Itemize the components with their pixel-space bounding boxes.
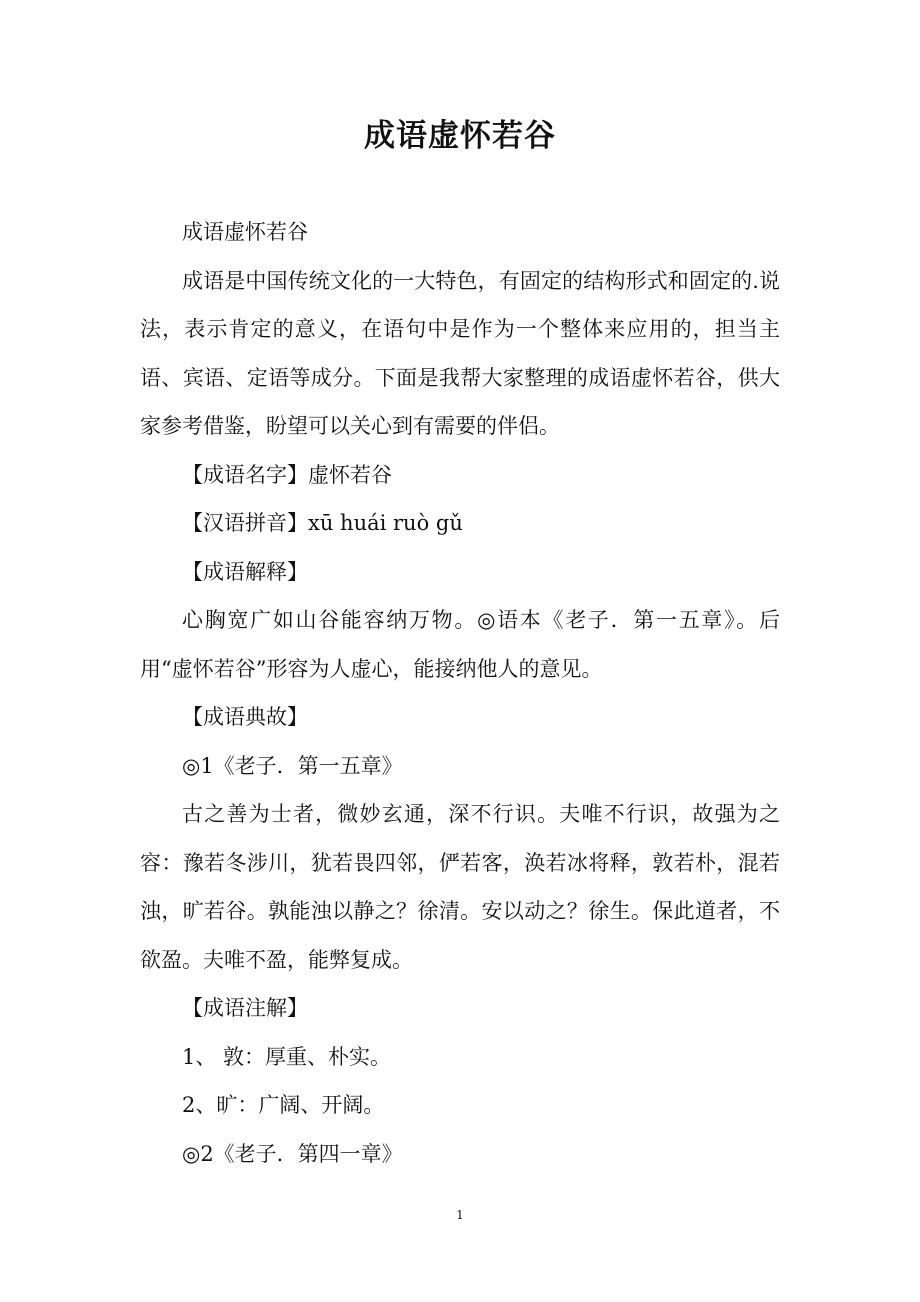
annotation-item-2: 2、旷：广阔、开阔。 bbox=[182, 1093, 385, 1117]
heading-allusion: 【成语典故】 bbox=[182, 705, 308, 729]
paragraph-explanation: 心胸宽广如山谷能容纳万物。◎语本《老子．第一五章》。后用“虚怀若谷”形容为人虚心，能接纳他人的意见。 bbox=[140, 608, 780, 681]
document-body bbox=[140, 208, 780, 1178]
document-title: 成语虚怀若谷 bbox=[364, 118, 556, 154]
paragraph-idiom-name: 【成语名字】虚怀若谷 bbox=[182, 462, 392, 487]
paragraph-subtitle: 成语虚怀若谷 bbox=[182, 220, 308, 244]
annotation-item-1: 1、 敦：厚重、朴实。 bbox=[182, 1044, 392, 1069]
page-number: 1 bbox=[456, 1208, 464, 1222]
source-reference-2: ◎2《老子．第四一章》 bbox=[182, 1141, 403, 1166]
heading-explanation: 【成语解释】 bbox=[182, 559, 308, 584]
paragraph-pinyin: 【汉语拼音】xū huái ruò gǔ bbox=[182, 511, 463, 535]
heading-annotation: 【成语注解】 bbox=[182, 996, 308, 1020]
source-reference-1: ◎1《老子．第一五章》 bbox=[182, 753, 403, 778]
paragraph-intro: 成语是中国传统文化的一大特色，有固定的结构形式和固定的.说法，表示肯定的意义，在语句中是作为一个整体来应用的，担当主语、宾语、定语等成分。下面是我帮大家整理的成语虚怀若谷，供大家参考借鉴，盼望可以关心到有需要的伴侣。 bbox=[140, 268, 780, 438]
paragraph-quote: 古之善为士者，微妙玄通，深不行识。夫唯不行识，故强为之容：豫若冬涉川，犹若畏四邻，俨若客，涣若冰将释，敦若朴，混若浊，旷若谷。孰能浊以静之？徐清。安以动之？徐生。保此道者，不欲盈。夫唯不盈，能弊复成。 bbox=[140, 802, 780, 972]
